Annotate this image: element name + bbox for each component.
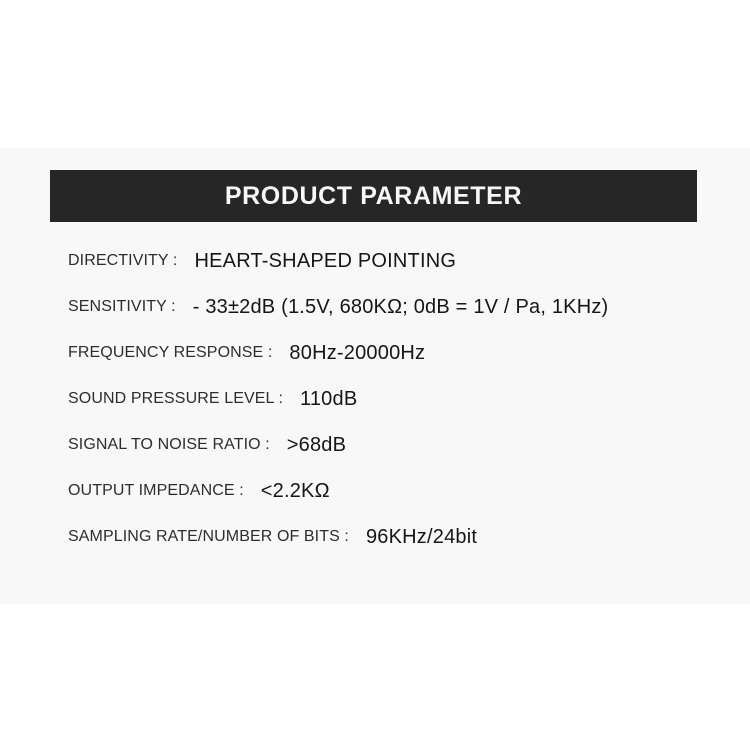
spec-row-directivity xyxy=(68,238,734,284)
spec-label: OUTPUT IMPEDANCE : xyxy=(68,482,244,499)
page-title: PRODUCT PARAMETER xyxy=(224,181,523,210)
spec-label: SOUND PRESSURE LEVEL : xyxy=(68,390,284,407)
spec-row-frequency-response xyxy=(68,330,734,376)
spec-value: 80Hz-20000Hz xyxy=(289,341,426,364)
spec-value: <2.2KΩ xyxy=(260,479,330,502)
spec-label: FREQUENCY RESPONSE : xyxy=(68,344,273,361)
spec-label: DIRECTIVITY : xyxy=(68,252,178,269)
spec-row-output-impedance xyxy=(68,468,734,514)
spec-rows xyxy=(68,238,734,560)
header-bar xyxy=(50,170,697,222)
spec-row-sampling-rate xyxy=(68,514,734,560)
spec-row-sensitivity xyxy=(68,284,734,330)
spec-panel xyxy=(0,148,750,604)
spec-value: HEART-SHAPED POINTING xyxy=(194,249,457,272)
spec-value: - 33±2dB (1.5V, 680KΩ; 0dB = 1V / Pa, 1KHz) xyxy=(192,295,609,318)
spec-row-sound-pressure-level xyxy=(68,376,734,422)
spec-label: SAMPLING RATE/NUMBER OF BITS : xyxy=(68,528,349,545)
spec-value: >68dB xyxy=(286,433,347,456)
spec-label: SIGNAL TO NOISE RATIO : xyxy=(68,436,270,453)
spec-value: 96KHz/24bit xyxy=(365,525,478,548)
spec-row-signal-to-noise xyxy=(68,422,734,468)
spec-value: 110dB xyxy=(300,387,358,410)
spec-label: SENSITIVITY : xyxy=(68,298,176,315)
